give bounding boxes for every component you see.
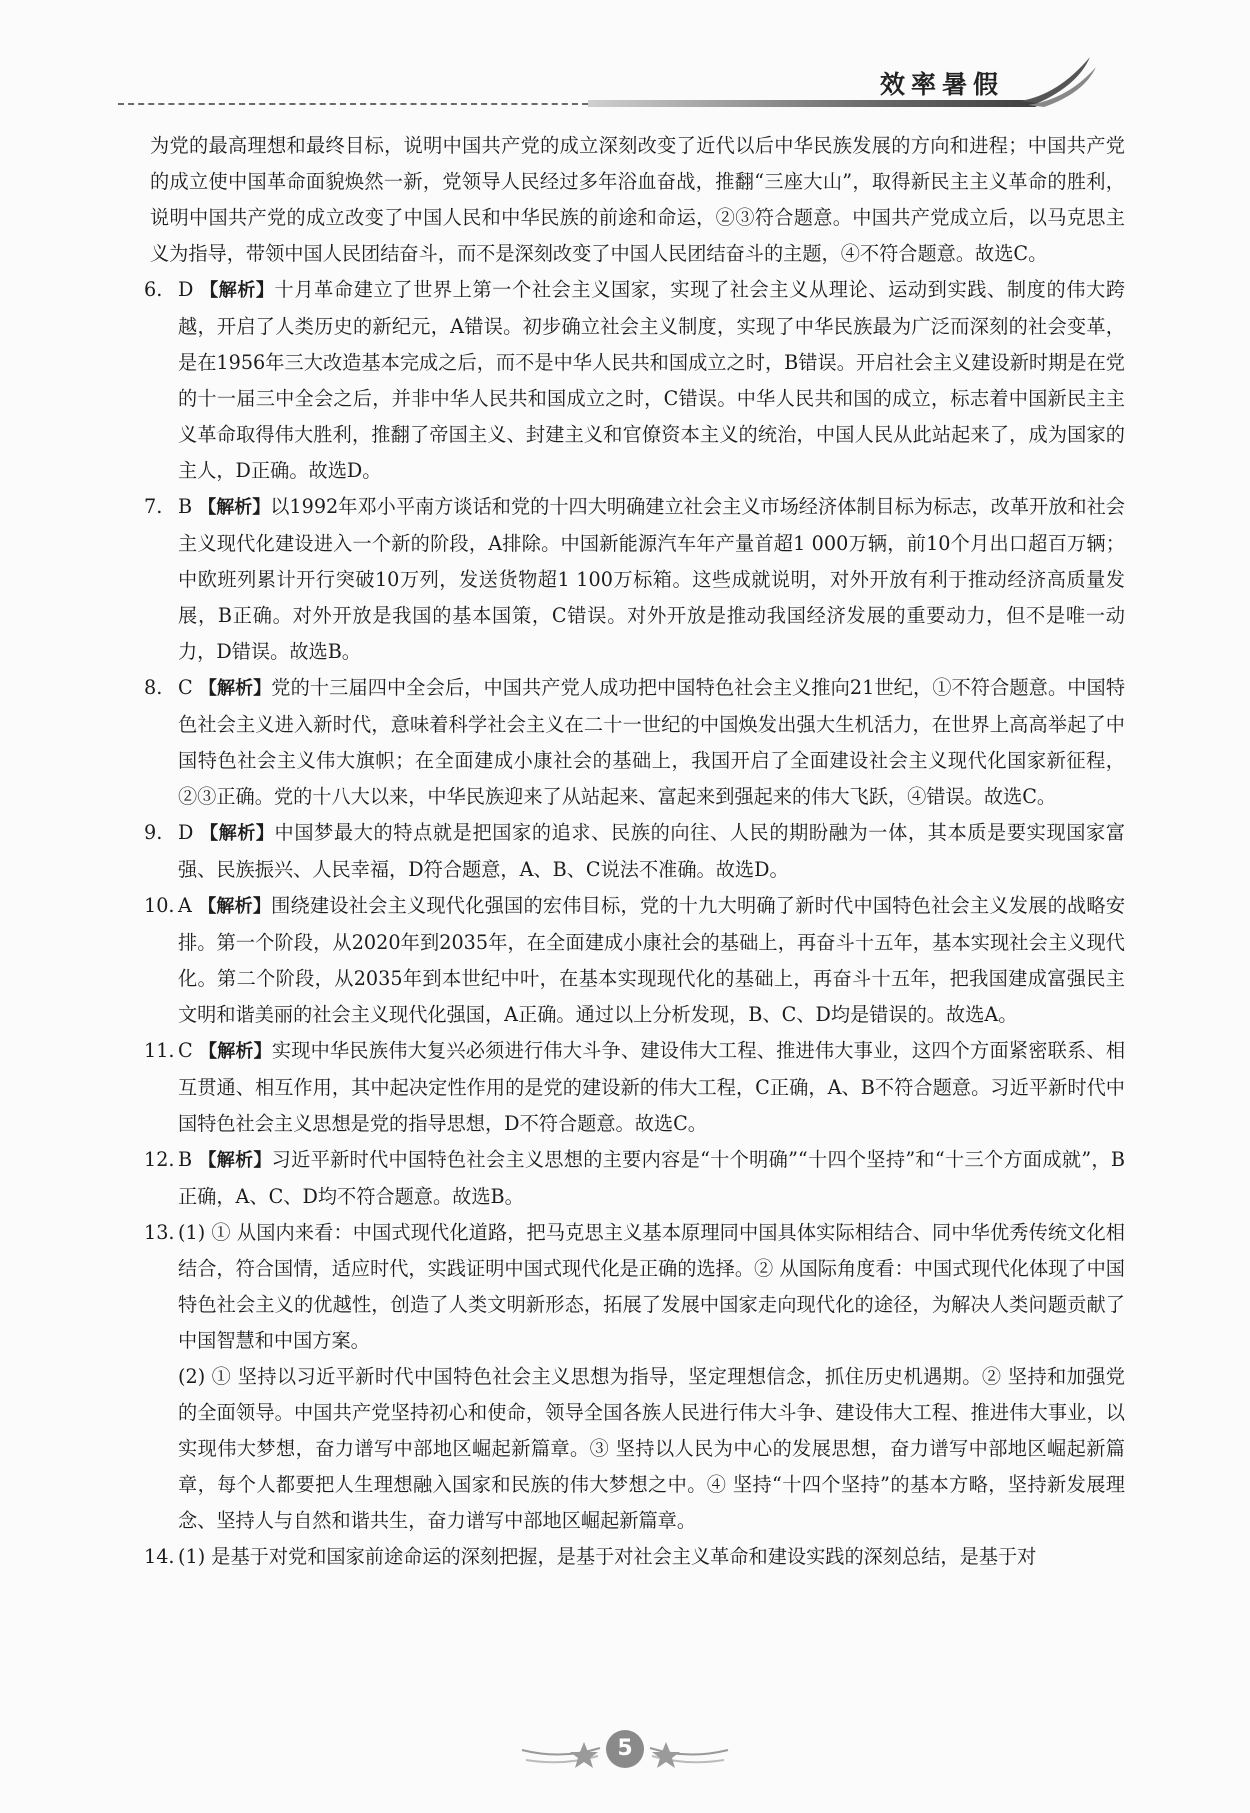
answer-item-7 [144,489,1125,670]
item-answer: B [178,1148,193,1171]
answer-item-13 [144,1215,1125,1539]
item-answer: A [178,894,192,917]
item-number: 11. [144,1039,175,1062]
analysis-tag: 【解析】 [200,280,275,301]
answer-item-14 [144,1539,1125,1575]
intro-paragraph: 为党的最高理想和最终目标，说明中国共产党的成立深刻改变了近代以后中华民族发展的方向和进程；中国共产党的成立使中国革命面貌焕然一新，党领导人民经过多年浴血奋战，推翻“三座大山”，取得新民主主义革命的胜利，说明中国共产党的成立改变了中国人民和中华民族的前途和命运，②③符合题意。中国共产党成立后，以马克思主义为指导，带领中国人民团结奋斗，而不是深刻改变了中国人民团结奋斗的主题，④不符合题意。故选C。 [150,134,1125,265]
item-text: 习近平新时代中国特色社会主义思想的主要内容是“十个明确”“十四个坚持”和“十三个方面成就”，B正确，A、C、D均不符合题意。故选B。 [178,1148,1125,1208]
q13-part2: (2) ① 坚持以习近平新时代中国特色社会主义思想为指导，坚定理想信念，抓住历史机遇期。② 坚持和加强党的全面领导。中国共产党坚持初心和使命，领导全国各族人民进行伟大斗争、建设伟大工程、推进伟大事业，以实现伟大梦想，奋力谱写中部地区崛起新篇章。③ 坚持以人民为中心的发展思想，奋力谱写中部地区崛起新篇章，每个人都要把人生理想融入国家和民族的伟大梦想之中。④ 坚持“十四个坚持”的基本方略，坚持新发展理念、坚持人与自然和谐共生，奋力谱写中部地区崛起新篇章。 [178,1365,1125,1532]
item-text: 党的十三届四中全会后，中国共产党人成功把中国特色社会主义推向21世纪，①不符合题意。中国特色社会主义进入新时代，意味着科学社会主义在二十一世纪的中国焕发出强大生机活力，在世界上高高举起了中国特色社会主义伟大旗帜；在全面建成小康社会的基础上，我国开启了全面建设社会主义现代化国家新征程，②③正确。党的十八大以来，中华民族迎来了从站起来、富起来到强起来的伟大飞跃，④错误。故选C。 [178,676,1125,808]
item-answer: D [178,821,194,844]
item-number: 10. [144,894,175,917]
item-number: 9. [144,821,163,844]
answer-item-9 [144,815,1126,888]
item-answer: C [178,1039,193,1062]
answer-content [144,128,1126,1575]
analysis-tag: 【解析】 [199,1041,272,1062]
item-number: 7. [144,495,163,518]
analysis-tag: 【解析】 [198,1150,272,1171]
header-title: 效率暑假 [880,70,1005,99]
header-dashed-rule [118,103,588,105]
analysis-tag: 【解析】 [198,497,271,518]
item-answer: B [178,495,193,518]
analysis-tag: 【解析】 [198,896,272,917]
item-answer: C [178,676,193,699]
header-gradient-bar [588,100,1038,107]
q13-part1: (1) ① 从国内来看：中国式现代化道路，把马克思主义基本原理同中国具体实际相结合、同中华优秀传统文化相结合，符合国情，适应时代，实践证明中国式现代化是正确的选择。② 从国际角度看：中国式现代化体现了中国特色社会主义的优越性，创造了人类文明新形态，拓展了发展中国家走向现代化的途径，为解决人类问题贡献了中国智慧和中国方案。 [178,1221,1125,1352]
page-number: 5 [606,1730,644,1768]
item-text: 中国梦最大的特点就是把国家的追求、民族的向往、人民的期盼融为一体，其本质是要实现国家富强、民族振兴、人民幸福，D符合题意，A、B、C说法不准确。故选D。 [178,821,1126,881]
analysis-tag: 【解析】 [200,823,275,844]
item-text: 围绕建设社会主义现代化强国的宏伟目标，党的十九大明确了新时代中国特色社会主义发展的战略安排。第一个阶段，从2020年到2035年，在全面建成小康社会的基础上，再奋斗十五年，基本实现社会主义现代化。第二个阶段，从2035年到本世纪中叶，在基本实现现代化的基础上，再奋斗十五年，把我国建成富强民主文明和谐美丽的社会主义现代化强国，A正确。通过以上分析发现，B、C、D均是错误的。故选A。 [178,894,1125,1026]
item-text: 十月革命建立了世界上第一个社会主义国家，实现了社会主义从理论、运动到实践、制度的伟大跨越，开启了人类历史的新纪元，A错误。初步确立社会主义制度，实现了中华民族最为广泛而深刻的社会变革，是在1956年三大改造基本完成之后，而不是中华人民共和国成立之时，B错误。开启社会主义建设新时期是在党的十一届三中全会之后，并非中华人民共和国成立之时，C错误。中华人民共和国的成立，标志着中国新民主主义革命取得伟大胜利，推翻了帝国主义、封建主义和官僚资本主义的统治，中国人民从此站起来了，成为国家的主人，D正确。故选D。 [178,278,1126,482]
item-text: 以1992年邓小平南方谈话和党的十四大明确建立社会主义市场经济体制目标为标志，改革开放和社会主义现代化建设进入一个新的阶段，A排除。中国新能源汽车年产量首超1 000万辆，前10个月出口超百万辆；中欧班列累计开行突破10万列，发送货物超1 100万标箱。这些成就说明，对外开放有利于推动经济高质量发展，B正确。对外开放是我国的基本国策，C错误。对外开放是推动我国经济发展的重要动力，但不是唯一动力，D错误。故选B。 [178,495,1125,663]
answer-item-8 [144,670,1125,815]
answer-item-12 [144,1142,1125,1215]
answer-item-6 [144,272,1126,489]
item-number: 8. [144,676,163,699]
item-text: 实现中华民族伟大复兴必须进行伟大斗争、建设伟大工程、推进伟大事业，这四个方面紧密联系、相互贯通、相互作用，其中起决定性作用的是党的建设新的伟大工程，C正确，A、B不符合题意。习近平新时代中国特色社会主义思想是党的指导思想，D不符合题意。故选C。 [178,1039,1126,1135]
swoosh-decoration-icon [1018,55,1098,107]
item-number: 14. [144,1545,175,1568]
page-footer [512,1720,738,1790]
page-header [118,55,1128,115]
item-answer: D [178,278,194,301]
answer-item-11 [144,1033,1126,1142]
item-number: 12. [144,1148,175,1171]
q14-text: (1) 是基于对党和国家前途命运的深刻把握，是基于对社会主义革命和建设实践的深刻总结，是基于对 [178,1545,1037,1568]
analysis-tag: 【解析】 [198,678,272,699]
item-number: 13. [144,1221,175,1244]
item-number: 6. [144,278,163,301]
answer-item-10 [144,888,1125,1033]
